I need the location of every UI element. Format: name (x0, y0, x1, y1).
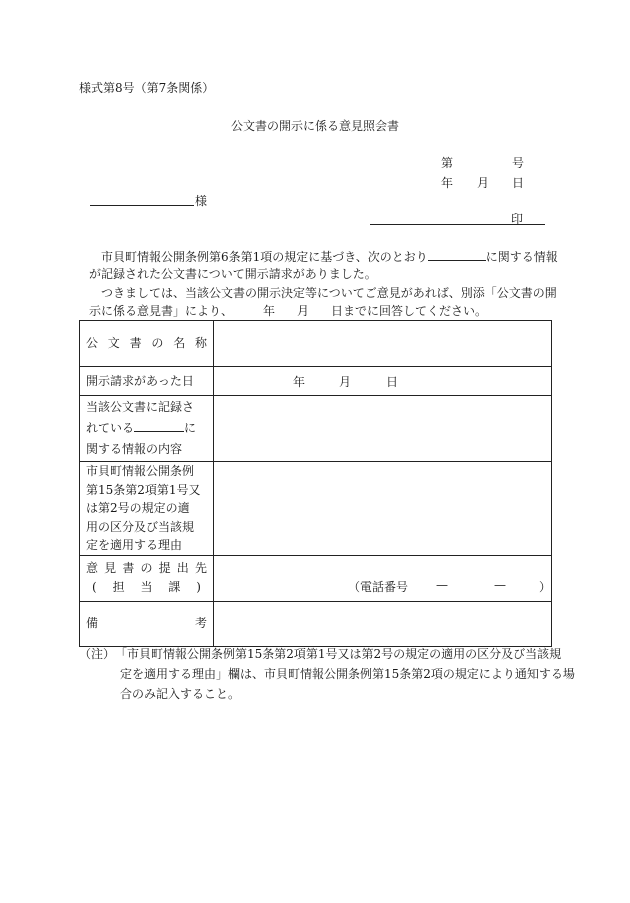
value-request-date[interactable] (214, 367, 552, 396)
date-year: 年 (441, 176, 454, 190)
doc-number-dai: 第 (441, 156, 454, 170)
seal-mark: 印 (511, 212, 524, 226)
label-request-date: 開示請求があった日 (80, 367, 214, 396)
label-info-content: 当該公文書に記録さ れている に 関する情報の内容 (80, 396, 214, 462)
label-applicable-reason: 市貝町情報公開条例 第15条第2項第1号又 は第2号の規定の適 用の区分及び当該規 定を適用する理由 (80, 462, 214, 556)
seal-line (508, 210, 545, 225)
inquiry-table (79, 320, 552, 647)
label-submission: 意 見 書 の 提 出 先 ( 担 当 課 ) (80, 555, 214, 601)
request-date-day: 日 (386, 375, 399, 389)
value-applicable-reason[interactable] (214, 462, 552, 556)
body-p1-b: に関する情報 (485, 250, 558, 264)
body-line-1 (101, 248, 558, 265)
value-document-name[interactable] (214, 321, 552, 367)
reply-year: 年 (263, 304, 276, 318)
body-p1-c: が記録された公文書について開示請求がありました。 (89, 267, 377, 281)
value-remarks[interactable] (214, 601, 552, 646)
row-document-name (80, 321, 552, 367)
row-info-content (80, 396, 552, 462)
tel-label: （電話番号 (348, 580, 409, 594)
document-title: 公文書の開示に係る意見照会書 (231, 119, 400, 133)
body-line-4 (89, 303, 487, 319)
note-line-1: 「市貝町情報公開条例第15条第2項第1号又は第2号の規定の適用の区分及び当該規 (115, 647, 562, 661)
value-submission[interactable] (214, 555, 552, 601)
reply-month: 月 (297, 304, 310, 318)
tel-close: ） (539, 580, 552, 594)
date-day: 日 (512, 176, 525, 190)
label-document-name: 公 文 書 の 名 称 (80, 321, 214, 367)
note-line-2: 定を適用する理由」欄は、市貝町情報公開条例第15条第2項の規定により通知する場 (120, 667, 575, 681)
addressee-line (90, 191, 194, 206)
body-p2-b: 示に係る意見書」により、 (89, 304, 234, 318)
info-blank (428, 248, 486, 261)
tel-dash-2: — (494, 578, 506, 592)
body-p2-a: つきましては、当該公文書の開示決定等についてご意見があれば、別添「公文書の開 (101, 286, 557, 300)
label-info-blank (134, 419, 184, 432)
note-line-3: 合のみ記入すること。 (120, 687, 241, 701)
row-request-date (80, 367, 552, 396)
row-submission (80, 555, 552, 601)
row-applicable-reason (80, 462, 552, 556)
form-number: 様式第8号（第7条関係） (79, 81, 215, 95)
row-remarks (80, 601, 552, 646)
note-prefix: （注） (79, 647, 116, 661)
addressee-suffix: 様 (195, 194, 208, 208)
request-date-month: 月 (339, 375, 352, 389)
value-info-content[interactable] (214, 396, 552, 462)
sender-line (370, 210, 508, 225)
date-month: 月 (477, 176, 490, 190)
body-p1-a: 市貝町情報公開条例第6条第1項の規定に基づき、次のとおり (101, 250, 428, 264)
label-remarks: 備 考 (80, 601, 214, 646)
request-date-year: 年 (293, 375, 306, 389)
tel-dash-1: — (436, 578, 448, 592)
doc-number-go: 号 (512, 156, 525, 170)
body-p2-c: 日までに回答してください。 (331, 304, 488, 318)
